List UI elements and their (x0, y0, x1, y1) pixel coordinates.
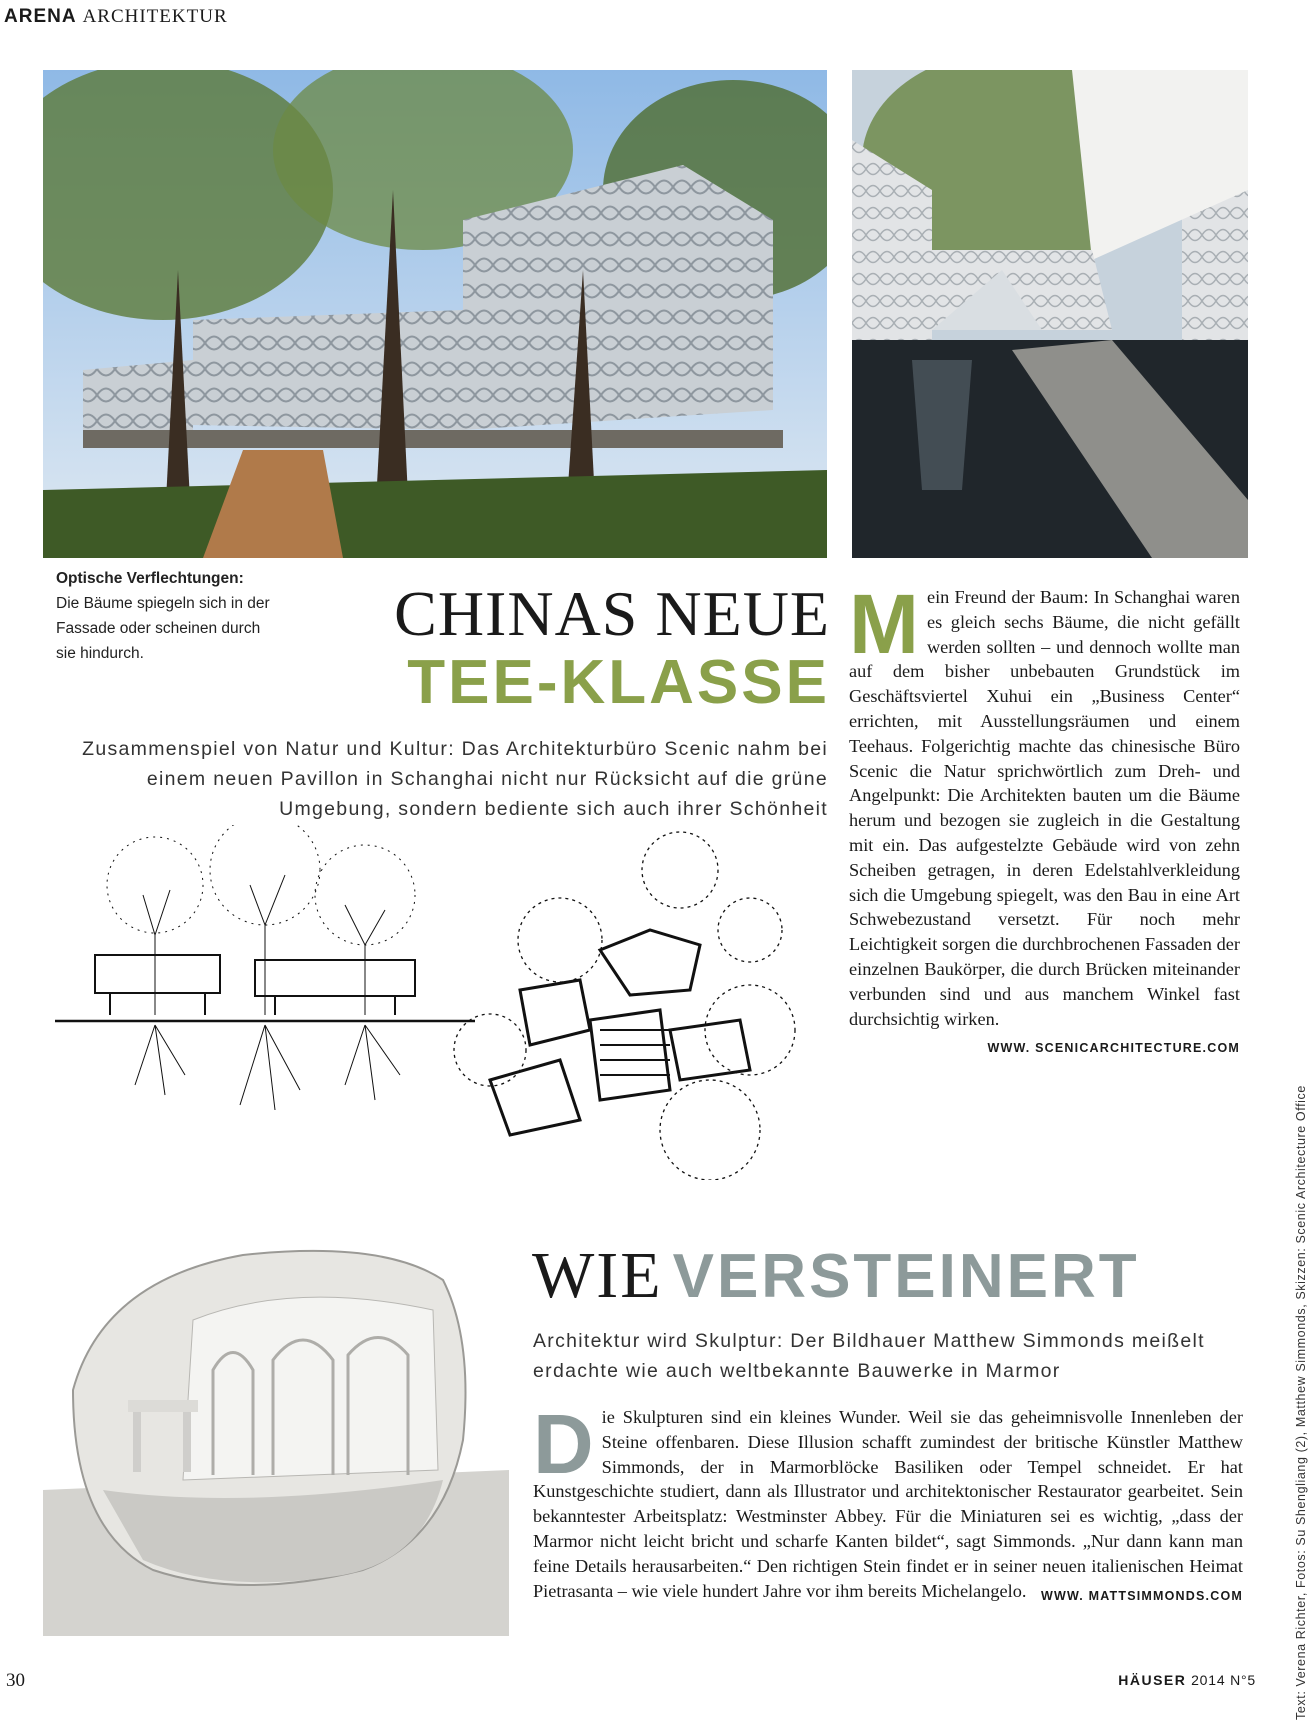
caption-text: Die Bäume spiegeln sich in der Fassade oder scheinen durch sie hindurch. (56, 595, 270, 662)
article2-weblink[interactable]: WWW. MATTSIMMONDS.COM (1040, 1588, 1243, 1603)
article2-headline-a: WIE (532, 1239, 663, 1312)
article1-lead: Zusammenspiel von Natur und Kultur: Das Architekturbüro Scenic nahm bei einem neuen Pavillon in Schanghai nicht nur Rücksicht auf die grüne Umgebung, sondern bediente sich auch ihrer Schönheit (82, 738, 828, 820)
magazine-name: HÄUSER (1118, 1672, 1187, 1688)
article1-headline-line1: CHINAS NEUE (394, 578, 830, 649)
article2-body (533, 1397, 1243, 1608)
article1-headline-line2: TEE-KLASSE (407, 648, 830, 717)
article2-body-text: ie Skulpturen sind ein kleines Wunder. Weil sie das geheimnisvolle Innenleben der Steine offenbaren. Diese Illusion schafft zumindest der britische Künstler Matthew Simmonds, der in Marmorblöcke Basiliken oder Tempel schneidet. Er hat Kunstgeschichte studiert, dann als Illustrator und architektonischer Restaurator gearbeitet. Sein bekanntester Arbeitsplatz: Westminster Abbey. Für die Miniaturen sei es wichtig, „dass der Marmor nicht leicht bricht und scharfe Kanten bildet“, sagt Simmonds. „Nur dann kann man feine Details herausarbeiten.“ Den richtigen Stein findet er in seiner neuen italienischen Heimat Pietrasanta – wie viele hundert Jahre vor ihm bereits Michelangelo. (533, 1407, 1243, 1601)
section-header (4, 6, 228, 28)
section-sketch (55, 825, 475, 1115)
magazine-issue: 2014 N°5 (1191, 1672, 1256, 1688)
article1-body (849, 577, 1240, 1061)
article1-headline (300, 580, 830, 718)
article2-lead: Architektur wird Skulptur: Der Bildhauer Matthew Simmonds meißelt erdachte wie auch weltbekannte Bauwerke in Marmor (533, 1330, 1205, 1382)
article2-headline-b: VERSTEINERT (672, 1242, 1140, 1311)
pavilion-exterior-photo (43, 70, 827, 558)
section-brand: ARENA (4, 6, 77, 27)
plan-sketch (450, 830, 830, 1180)
article2-headline (532, 1238, 1140, 1314)
magazine-footer (1118, 1672, 1256, 1688)
caption-title: Optische Verflechtungen: (56, 570, 244, 587)
page-number: 30 (6, 1670, 25, 1691)
section-name: ARCHITEKTUR (82, 6, 228, 27)
photo-caption (56, 566, 276, 666)
article1-dropcap: M (849, 577, 919, 671)
article1-weblink[interactable]: WWW. SCENICARCHITECTURE.COM (987, 1041, 1240, 1056)
article1-body-text: ein Freund der Baum: In Schanghai waren es gleich sechs Bäume, die nicht gefällt werden sollten – und dennoch wollte man auf dem bisher unbebauten Grundstück im Geschäftsviertel Xuhui ein „Business Center“ errichten, mit Ausstellungsräumen und einem Teehaus. Folgerichtig machte das chinesische Büro Scenic die Natur sprichwörtlich zum Dreh- und Angelpunkt: Die Architekten bauten um die Bäume herum und bezogen sie zugleich in die Gestaltung mit ein. Das aufgestelzte Gebäude wird von zehn Scheiben getragen, in deren Edelstahlverkleidung sich die Umgebung spiegelt, was den Bau in eine Art Schwebezustand versetzt. Für noch mehr Leichtigkeit sorgen die durchbrochenen Fassaden der einzelnen Baukörper, die durch Brücken miteinander verbunden sind und aus manchem Winkel fast durchsichtig wirken. (849, 587, 1240, 1029)
article2-dropcap: D (533, 1397, 594, 1491)
photo-credits: Text: Verena Richter, Fotos: Su Shengliang (2), Matthew Simmonds, Skizzen: Scenic Architecture Office (1294, 1085, 1308, 1720)
courtyard-reflection-photo (852, 70, 1248, 558)
marble-sculpture-photo (43, 1240, 509, 1636)
